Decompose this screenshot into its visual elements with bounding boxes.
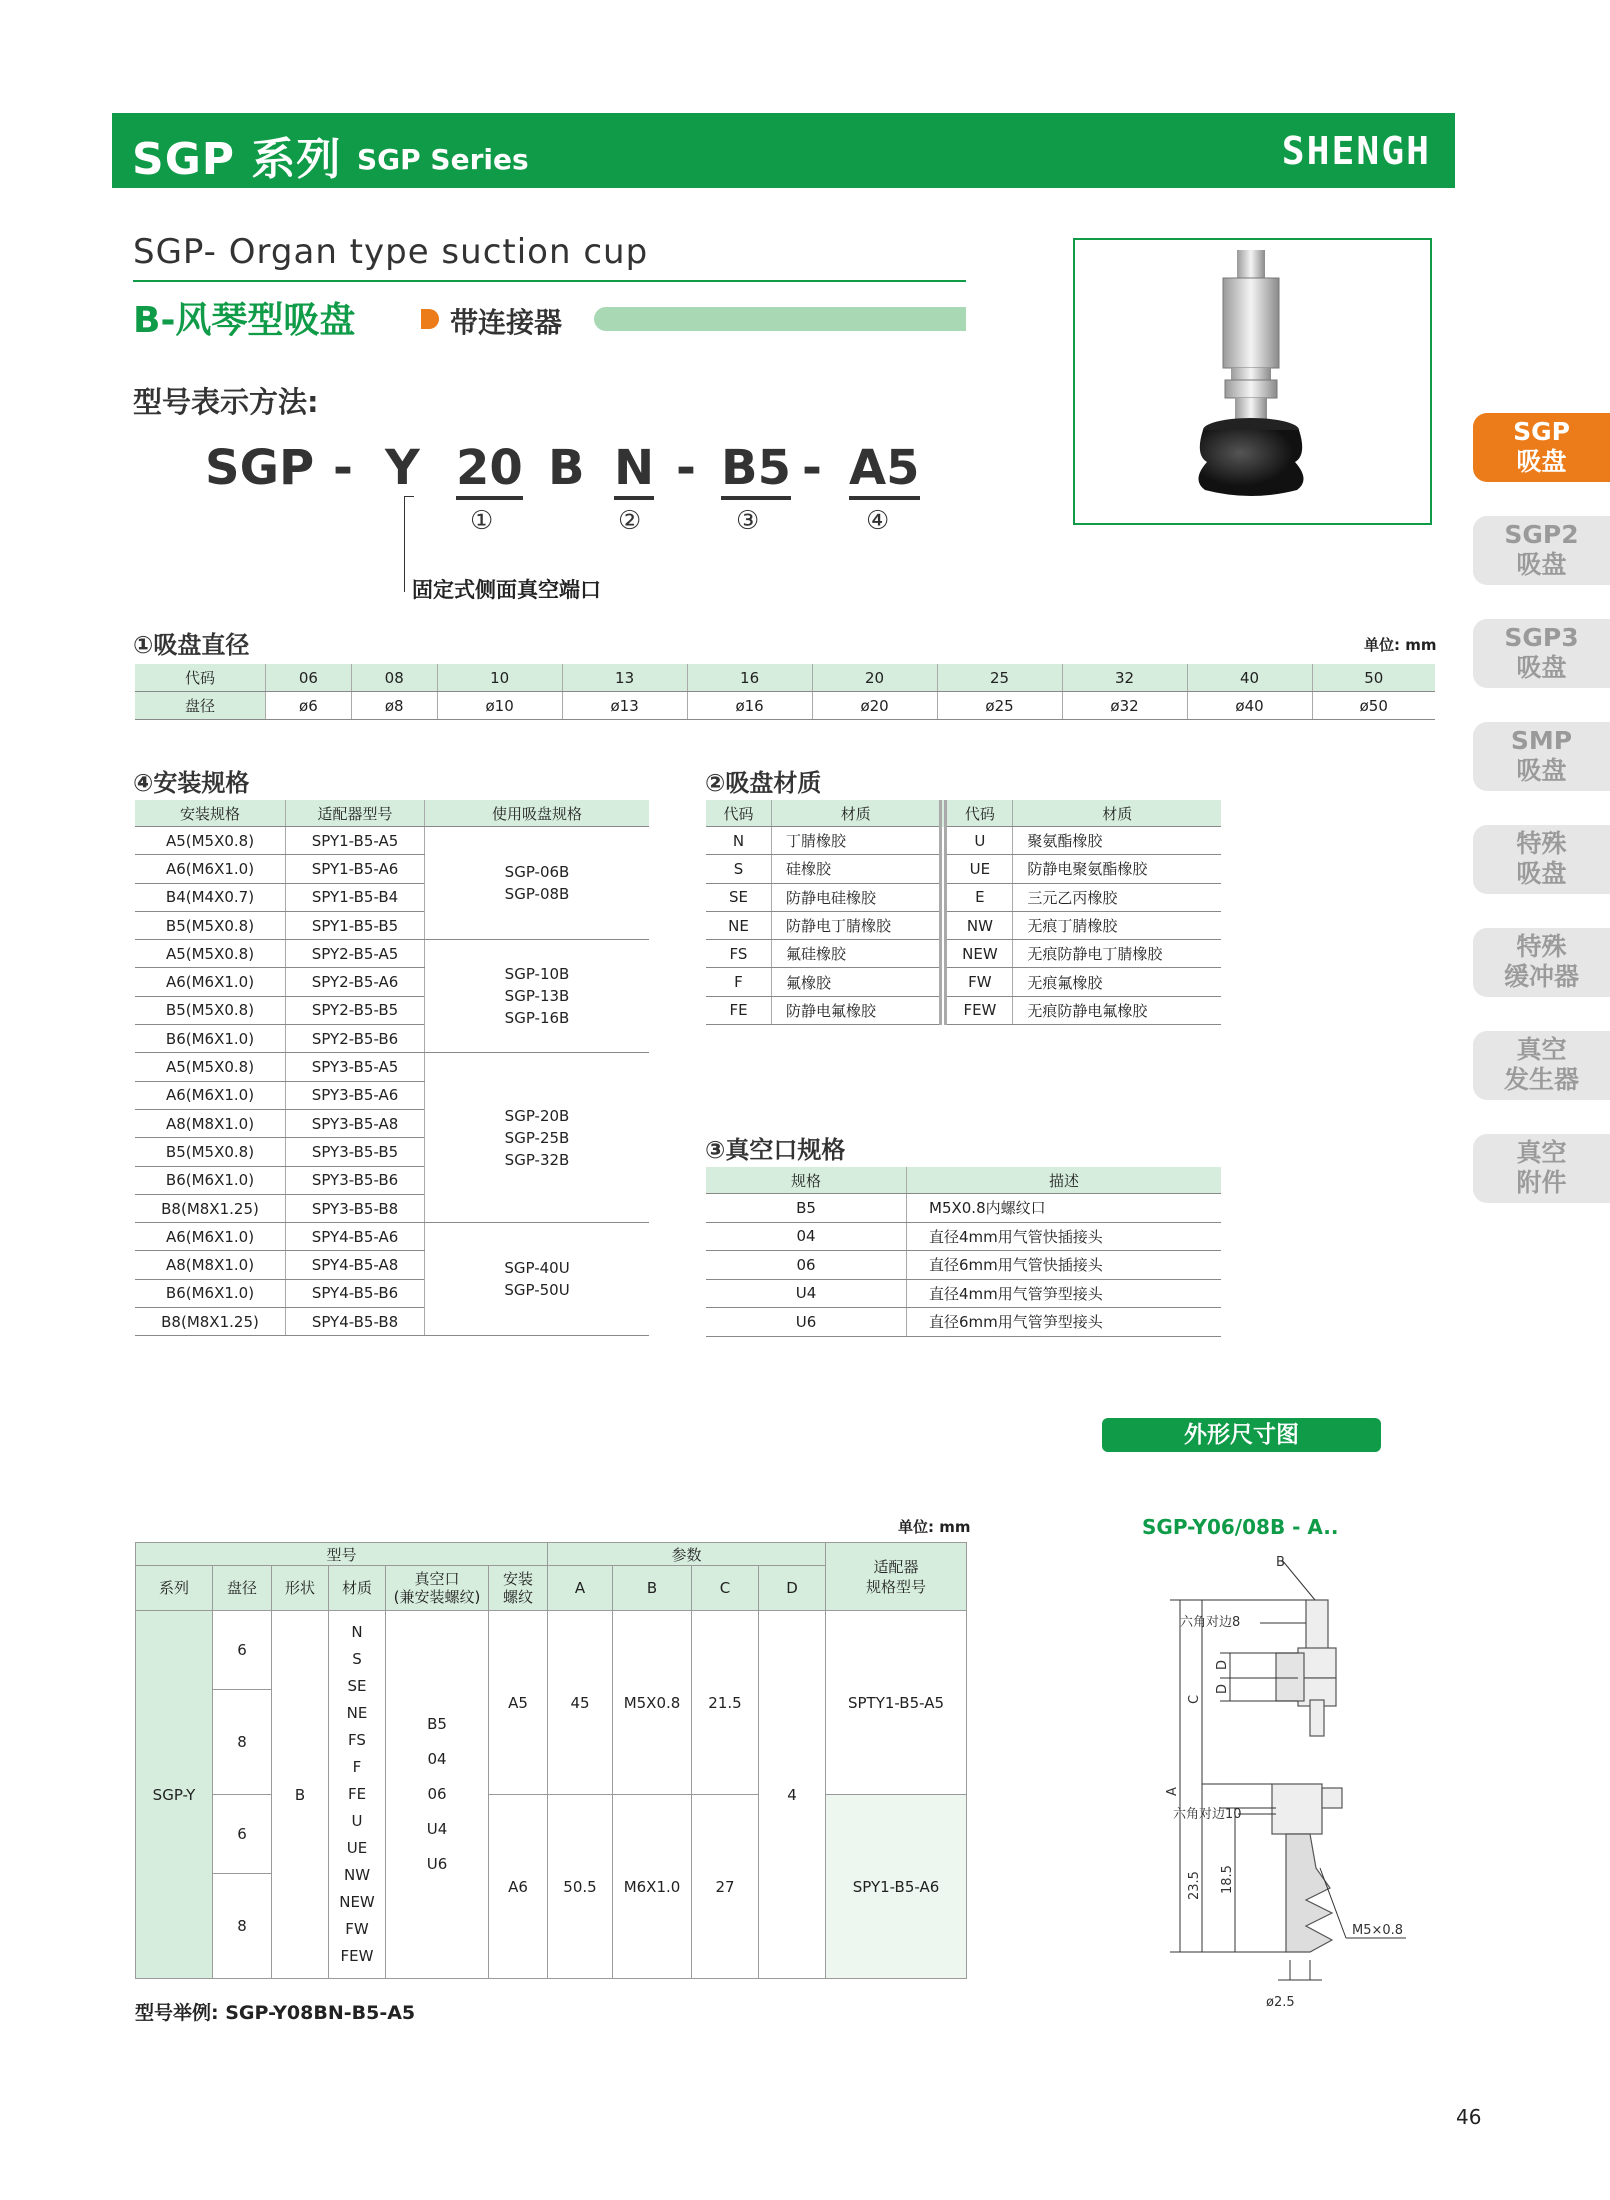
mount-spec: A6(M6X1.0) <box>135 968 286 996</box>
table-row <box>136 1795 967 1874</box>
table-row <box>706 1222 1221 1251</box>
table-row <box>706 1194 1221 1223</box>
spec-ports: B5 04 06 U4 U6 <box>386 1611 489 1979</box>
material-code: FE <box>706 996 772 1024</box>
marker-4: ④ <box>866 506 890 536</box>
spec-header-cell: 真空口 (兼安装螺纹) <box>386 1566 489 1611</box>
adapter-model: SPY2-B5-A6 <box>286 968 425 996</box>
group-model: 型号 <box>136 1543 548 1566</box>
material-title: ②吸盘材质 <box>705 769 822 797</box>
diameter-cell: ø20 <box>812 692 937 720</box>
diameter-table <box>135 664 1435 720</box>
material-code: SE <box>706 883 772 911</box>
code-dash-2: - <box>676 440 696 496</box>
label-a: A <box>1165 1787 1180 1796</box>
side-tab-sublabel: 缓冲器 <box>1503 962 1579 991</box>
group-param: 参数 <box>548 1543 826 1566</box>
port-code: 06 <box>706 1251 907 1280</box>
port-code: U6 <box>706 1308 907 1337</box>
code-dash-1: - <box>333 440 353 496</box>
suction-cup-photo-icon <box>1075 240 1430 523</box>
mount-spec: B8(M8X1.25) <box>135 1308 286 1336</box>
mount-spec: A6(M6X1.0) <box>135 1081 286 1109</box>
adapter-model: SPY4-B5-B6 <box>286 1279 425 1307</box>
mount-spec: A5(M5X0.8) <box>135 1053 286 1081</box>
spec-diameter: 6 <box>213 1795 272 1874</box>
code-shape: B <box>548 440 585 496</box>
product-photo <box>1073 238 1432 525</box>
adapter-model: SPY3-B5-A6 <box>286 1081 425 1109</box>
cup-spec: SGP-40U SGP-50U <box>425 1223 650 1336</box>
vacuum-port-title: ③真空口规格 <box>705 1136 846 1164</box>
table-row <box>135 940 649 968</box>
port-desc: 直径4mm用气管快插接头 <box>907 1222 1222 1251</box>
title-en: SGP- Organ type suction cup <box>133 232 649 272</box>
code-port: B5 <box>721 440 791 500</box>
port-desc: 直径4mm用气管笋型接头 <box>907 1279 1222 1308</box>
adapter-model: SPY3-B5-A8 <box>286 1109 425 1137</box>
material-name: 无痕防静电氟橡胶 <box>1013 996 1221 1024</box>
spec-header-cell: 盘径 <box>213 1566 272 1611</box>
material-header <box>706 800 1221 827</box>
model-example: 型号举例: SGP-Y08BN-B5-A5 <box>135 2002 416 2024</box>
diameter-cell: ø13 <box>562 692 687 720</box>
mounting-header-cell: 安装规格 <box>135 800 286 827</box>
code-cell: 40 <box>1187 664 1312 692</box>
material-code: F <box>706 968 772 996</box>
adapter-model: SPY3-B5-B6 <box>286 1166 425 1194</box>
material-name: 丁腈橡胶 <box>772 827 944 855</box>
mount-spec: B5(M5X0.8) <box>135 1138 286 1166</box>
adapter-model: SPY1-B5-A6 <box>286 855 425 883</box>
diameter-cell: ø32 <box>1062 692 1187 720</box>
material-code: S <box>706 855 772 883</box>
diameter-cell: ø8 <box>351 692 437 720</box>
diameter-cell: ø6 <box>266 692 352 720</box>
type-pointer-tick <box>404 496 414 497</box>
material-name: 氟硅橡胶 <box>772 940 944 968</box>
material-code: FEW <box>943 996 1013 1024</box>
material-name: 聚氨酯橡胶 <box>1013 827 1221 855</box>
material-header-cell: 代码 <box>706 800 772 827</box>
side-tab-3[interactable] <box>1473 619 1610 688</box>
label-c: C <box>1187 1694 1202 1704</box>
spec-d: 4 <box>759 1611 826 1979</box>
side-tab-label: SGP3 <box>1504 623 1579 652</box>
code-diameter: 20 <box>456 440 523 500</box>
spec-group-header <box>136 1543 967 1566</box>
port-desc: M5X0.8内螺纹口 <box>907 1194 1222 1223</box>
spec-c: 21.5 <box>692 1611 759 1795</box>
side-tab-label: SGP2 <box>1504 520 1579 549</box>
code-series: SGP <box>205 440 315 496</box>
side-tab-1[interactable] <box>1473 413 1610 482</box>
side-tab-sublabel: 吸盘 <box>1516 859 1567 888</box>
code-cell: 06 <box>266 664 352 692</box>
adapter-model: SPY3-B5-B5 <box>286 1138 425 1166</box>
adapter-model: SPY4-B5-A8 <box>286 1251 425 1279</box>
spec-header-cell: C <box>692 1566 759 1611</box>
page-header <box>112 113 1455 188</box>
label-hex10: 六角对边10 <box>1173 1807 1242 1822</box>
spec-a: 45 <box>548 1611 613 1795</box>
code-cell: 50 <box>1312 664 1435 692</box>
table-row <box>706 1251 1221 1280</box>
side-tab-label: SGP <box>1513 417 1570 446</box>
mounting-header-cell: 适配器型号 <box>286 800 425 827</box>
material-code: E <box>943 883 1013 911</box>
material-name: 防静电氟橡胶 <box>772 996 944 1024</box>
marker-2: ② <box>618 506 642 536</box>
table-row <box>706 996 1221 1024</box>
mount-spec: B8(M8X1.25) <box>135 1194 286 1222</box>
mount-spec: A5(M5X0.8) <box>135 827 286 855</box>
material-name: 无痕丁腈橡胶 <box>1013 911 1221 939</box>
drawing-title: SGP-Y06/08B - A.. <box>1142 1515 1339 1539</box>
side-tab-sublabel: 吸盘 <box>1516 550 1567 579</box>
mount-spec: B6(M6X1.0) <box>135 1166 286 1194</box>
table-row <box>706 1308 1221 1337</box>
mounting-title: ④安装规格 <box>133 769 250 797</box>
diameter-unit: 单位: mm <box>1364 636 1437 654</box>
table-row <box>135 827 649 855</box>
mounting-header <box>135 800 649 827</box>
label-hex8: 六角对边8 <box>1180 1615 1241 1630</box>
port-header-cell: 描述 <box>907 1167 1222 1194</box>
table-row <box>706 883 1221 911</box>
material-code: FW <box>943 968 1013 996</box>
code-material: N <box>614 440 654 500</box>
spec-header-cell: D <box>759 1566 826 1611</box>
mount-spec: B6(M6X1.0) <box>135 1025 286 1053</box>
hex10-body <box>1272 1784 1322 1834</box>
spec-diameter: 8 <box>213 1690 272 1795</box>
spec-b: M6X1.0 <box>613 1795 692 1979</box>
diameter-cell: ø16 <box>687 692 812 720</box>
title-cn: B-风琴型吸盘 <box>133 300 356 341</box>
diameter-code-row <box>135 664 1435 692</box>
spec-adapter: SPY1-B5-A6 <box>826 1795 967 1979</box>
table-row <box>135 1053 649 1081</box>
table-row <box>706 827 1221 855</box>
diameter-cell: ø50 <box>1312 692 1435 720</box>
side-tab-sublabel: 发生器 <box>1503 1065 1579 1094</box>
mount-spec: B5(M5X0.8) <box>135 996 286 1024</box>
table-row <box>706 968 1221 996</box>
material-code: NEW <box>943 940 1013 968</box>
diameter-cell: ø25 <box>937 692 1062 720</box>
side-tab-4[interactable] <box>1473 722 1610 791</box>
spec-table <box>135 1542 967 1979</box>
code-cell: 25 <box>937 664 1062 692</box>
adapter-model: SPY2-B5-B5 <box>286 996 425 1024</box>
label-m5: M5×0.8 <box>1352 1923 1404 1938</box>
bellows-profile <box>1286 1834 1332 1952</box>
type-pointer-line <box>404 496 405 592</box>
row-label: 代码 <box>135 664 266 692</box>
port-desc: 直径6mm用气管笋型接头 <box>907 1308 1222 1337</box>
material-name: 三元乙丙橡胶 <box>1013 883 1221 911</box>
label-d1: D <box>1215 1659 1230 1670</box>
material-name: 无痕氟橡胶 <box>1013 968 1221 996</box>
spec-diameter: 8 <box>213 1874 272 1979</box>
spec-a: 50.5 <box>548 1795 613 1979</box>
side-tab-7[interactable] <box>1473 1031 1610 1100</box>
table-row <box>706 1279 1221 1308</box>
spec-header-cell: B <box>613 1566 692 1611</box>
side-tab-2[interactable] <box>1473 516 1610 585</box>
material-name: 防静电聚氨酯橡胶 <box>1013 855 1221 883</box>
material-name: 防静电硅橡胶 <box>772 883 944 911</box>
material-code: U <box>943 827 1013 855</box>
side-tab-sublabel: 附件 <box>1516 1168 1567 1197</box>
mount-spec: A8(M8X1.0) <box>135 1109 286 1137</box>
code-cell: 08 <box>351 664 437 692</box>
spec-adapter: SPTY1-B5-A5 <box>826 1611 967 1795</box>
spec-materials: N S SE NE FS F FE U UE NW NEW FW FEW <box>329 1611 386 1979</box>
header-title-cn: SGP 系列 <box>132 134 342 185</box>
table-row <box>135 1223 649 1251</box>
label-18-5: 18.5 <box>1220 1865 1235 1894</box>
port-code: 04 <box>706 1222 907 1251</box>
port-code: U4 <box>706 1279 907 1308</box>
marker-3: ③ <box>736 506 760 536</box>
label-23-5: 23.5 <box>1187 1871 1202 1900</box>
mount-spec: B5(M5X0.8) <box>135 911 286 939</box>
table-row <box>706 911 1221 939</box>
adapter-model: SPY3-B5-B8 <box>286 1194 425 1222</box>
material-code: NW <box>943 911 1013 939</box>
material-code: FS <box>706 940 772 968</box>
code-type: Y <box>385 440 420 496</box>
diameter-cell: ø40 <box>1187 692 1312 720</box>
spec-header-cell: A <box>548 1566 613 1611</box>
mount-spec: A6(M6X1.0) <box>135 1223 286 1251</box>
label-d2: D <box>1215 1683 1230 1694</box>
mounting-table <box>135 800 649 1336</box>
side-tab-label: 特殊 <box>1516 932 1567 961</box>
side-tab-label: 真空 <box>1516 1138 1567 1167</box>
code-thread: A5 <box>849 440 920 500</box>
vacuum-port-table <box>706 1167 1221 1337</box>
spec-header-cell: 形状 <box>272 1566 329 1611</box>
adapter-model: SPY2-B5-B6 <box>286 1025 425 1053</box>
spec-c: 27 <box>692 1795 759 1979</box>
cup-spec: SGP-10B SGP-13B SGP-16B <box>425 940 650 1053</box>
adapter-model: SPY3-B5-A5 <box>286 1053 425 1081</box>
title-rule <box>133 280 966 282</box>
mounting-header-cell: 使用吸盘规格 <box>425 800 650 827</box>
adapter-model: SPY2-B5-A5 <box>286 940 425 968</box>
code-cell: 32 <box>1062 664 1187 692</box>
page-number: 46 <box>1456 2105 1482 2129</box>
material-code: UE <box>943 855 1013 883</box>
dimension-drawing <box>1110 1548 1440 2028</box>
side-tab-label: 特殊 <box>1516 829 1567 858</box>
cup-spec: SGP-20B SGP-25B SGP-32B <box>425 1053 650 1223</box>
adapter-model: SPY1-B5-A5 <box>286 827 425 855</box>
code-cell: 13 <box>562 664 687 692</box>
adapter-model: SPY1-B5-B4 <box>286 883 425 911</box>
material-table <box>706 800 1221 1025</box>
type-note: 固定式侧面真空端口 <box>412 578 601 602</box>
adapter-model: SPY4-B5-B8 <box>286 1308 425 1336</box>
material-name: 无痕防静电丁腈橡胶 <box>1013 940 1221 968</box>
spec-header-cell: 材质 <box>329 1566 386 1611</box>
side-tab-sublabel: 吸盘 <box>1516 447 1567 476</box>
code-dash-3: - <box>802 440 822 496</box>
mount-spec: A8(M8X1.0) <box>135 1251 286 1279</box>
code-cell: 10 <box>437 664 562 692</box>
side-tab-8[interactable] <box>1473 1134 1610 1203</box>
hex8-body <box>1276 1653 1304 1701</box>
material-header-cell: 材质 <box>1013 800 1221 827</box>
mount-spec: A6(M6X1.0) <box>135 855 286 883</box>
side-tab-sublabel: 吸盘 <box>1516 756 1567 785</box>
port-desc: 直径6mm用气管快插接头 <box>907 1251 1222 1280</box>
material-header-cell: 代码 <box>943 800 1013 827</box>
diameter-cell: ø10 <box>437 692 562 720</box>
spec-header-cell: 系列 <box>136 1566 213 1611</box>
spec-series: SGP-Y <box>136 1611 213 1979</box>
cup-spec: SGP-06B SGP-08B <box>425 827 650 940</box>
table-row <box>706 940 1221 968</box>
mount-spec: A5(M5X0.8) <box>135 940 286 968</box>
side-tab-label: 真空 <box>1516 1035 1567 1064</box>
port-block <box>1322 1788 1342 1808</box>
spec-b: M5X0.8 <box>613 1611 692 1795</box>
side-tab-label: SMP <box>1510 726 1573 755</box>
material-code: NE <box>706 911 772 939</box>
table-row <box>136 1611 967 1690</box>
spec-unit: 单位: mm <box>898 1518 971 1536</box>
spec-diameter: 6 <box>213 1611 272 1690</box>
side-tab-6[interactable] <box>1473 928 1610 997</box>
spec-thread: A5 <box>489 1611 548 1795</box>
code-cell: 16 <box>687 664 812 692</box>
marker-1: ① <box>470 506 494 536</box>
side-tab-5[interactable] <box>1473 825 1610 894</box>
mount-spec: B6(M6X1.0) <box>135 1279 286 1307</box>
material-name: 防静电丁腈橡胶 <box>772 911 944 939</box>
port-code: B5 <box>706 1194 907 1223</box>
side-tab-sublabel: 吸盘 <box>1516 653 1567 682</box>
row-label: 盘径 <box>135 692 266 720</box>
material-code: N <box>706 827 772 855</box>
tag-marker-icon <box>421 309 439 329</box>
dimension-drawing-label: 外形尺寸图 <box>1102 1418 1381 1452</box>
title-bar <box>594 307 966 331</box>
spec-header-cell: 适配器 规格型号 <box>826 1543 967 1611</box>
table-row <box>706 855 1221 883</box>
title-tag: 带连接器 <box>450 306 563 339</box>
label-b: B <box>1276 1555 1285 1570</box>
diameter-title: ①吸盘直径 <box>133 631 250 659</box>
material-header-cell: 材质 <box>772 800 944 827</box>
header-title-en: SGP Series <box>357 143 529 176</box>
diameter-value-row <box>135 692 1435 720</box>
material-name: 氟橡胶 <box>772 968 944 996</box>
mount-spec: B4(M4X0.7) <box>135 883 286 911</box>
spec-header-cell: 安装 螺纹 <box>489 1566 548 1611</box>
spec-shape: B <box>272 1611 329 1979</box>
adapter-model: SPY1-B5-B5 <box>286 911 425 939</box>
adapter-model: SPY4-B5-A6 <box>286 1223 425 1251</box>
adapter-neck <box>1310 1700 1324 1736</box>
notation-label: 型号表示方法: <box>133 385 319 419</box>
material-name: 硅橡胶 <box>772 855 944 883</box>
code-cell: 20 <box>812 664 937 692</box>
label-phi: ø2.5 <box>1266 1995 1295 2010</box>
brand-logo: SHENGH <box>1281 129 1431 173</box>
port-header-cell: 规格 <box>706 1167 907 1194</box>
spec-thread: A6 <box>489 1795 548 1979</box>
port-header <box>706 1167 1221 1194</box>
